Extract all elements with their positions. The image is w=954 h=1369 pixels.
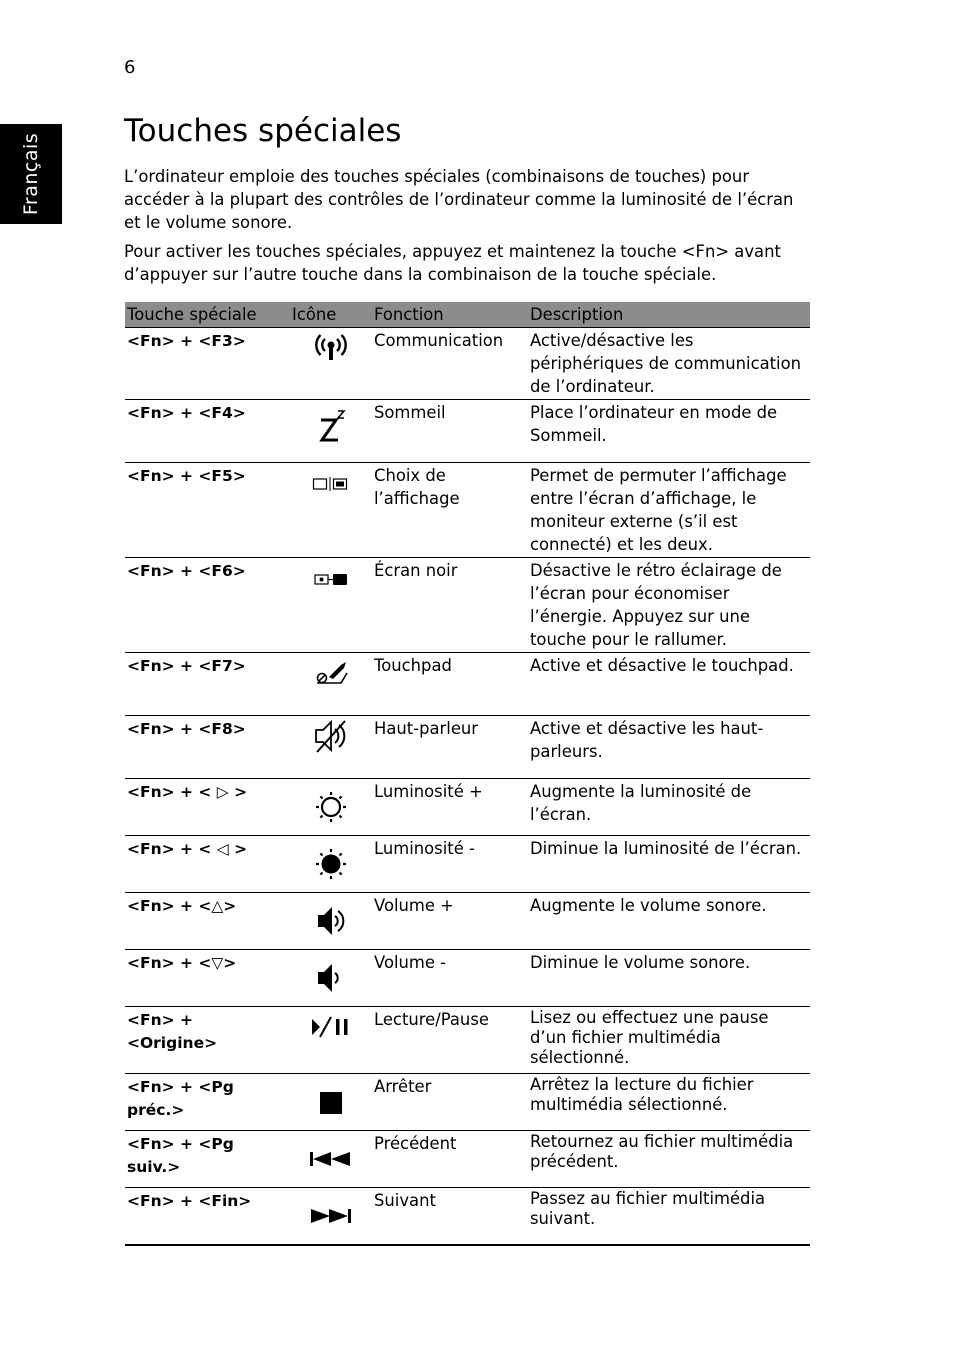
description-cell: Augmente le volume sonore. xyxy=(528,893,810,950)
hotkey-cell: <Fn> + <F4> xyxy=(125,400,290,463)
description-cell: Active et désactive le touchpad. xyxy=(528,653,810,716)
icon-cell xyxy=(290,836,372,893)
hotkeys-table xyxy=(125,302,810,1246)
icon-cell xyxy=(290,1131,372,1188)
play-pause-icon xyxy=(309,1007,353,1047)
header-description: Description xyxy=(528,302,810,328)
header-key: Touche spéciale xyxy=(125,302,290,328)
icon-cell xyxy=(290,893,372,950)
description-cell: Diminue la luminosité de l’écran. xyxy=(528,836,810,893)
table-row xyxy=(125,1131,810,1188)
description-cell: Arrêtez la lecture du fichier multimédia sélectionné. xyxy=(528,1074,810,1131)
hotkey-cell: <Fn> + < ▷ > xyxy=(125,779,290,836)
screen-blank-icon xyxy=(311,558,351,598)
language-tab xyxy=(0,124,62,224)
table-row xyxy=(125,950,810,1007)
previous-icon xyxy=(308,1131,354,1179)
description-cell: Diminue le volume sonore. xyxy=(528,950,810,1007)
stop-icon xyxy=(311,1074,351,1122)
icon-cell xyxy=(290,779,372,836)
hotkey-cell: <Fn> + <Origine> xyxy=(125,1007,290,1074)
hotkey-cell: <Fn> + <F3> xyxy=(125,328,290,400)
brightness-down-icon xyxy=(311,836,351,880)
description-cell: Place l’ordinateur en mode de Sommeil. xyxy=(528,400,810,463)
hotkey-cell: <Fn> + <Pg préc.> xyxy=(125,1074,290,1131)
description-cell: Active/désactive les périphériques de communication de l’ordinateur. xyxy=(528,328,810,400)
icon-cell xyxy=(290,653,372,716)
speaker-mute-icon xyxy=(311,716,351,756)
function-cell: Suivant xyxy=(372,1188,528,1245)
header-function: Fonction xyxy=(372,302,528,328)
table-row xyxy=(125,463,810,558)
hotkey-cell: <Fn> + <△> xyxy=(125,893,290,950)
icon-cell xyxy=(290,1074,372,1131)
function-cell: Haut-parleur xyxy=(372,716,528,779)
function-cell: Luminosité + xyxy=(372,779,528,836)
description-cell: Lisez ou effectuez une pause d’un fichier multimédia sélectionné. xyxy=(528,1007,810,1074)
icon-cell xyxy=(290,1007,372,1074)
description-cell: Désactive le rétro éclairage de l’écran pour économiser l’énergie. Appuyez sur une touche pour le rallumer. xyxy=(528,558,810,653)
instruction-paragraph: Pour activer les touches spéciales, appuyez et maintenez la touche <Fn> avant d’appuyer sur l’autre touche dans la combinaison de la touche spéciale. xyxy=(124,242,781,284)
language-tab-label: Français xyxy=(20,132,42,216)
wireless-icon xyxy=(311,328,351,368)
function-cell: Arrêter xyxy=(372,1074,528,1131)
volume-up-icon xyxy=(311,893,351,937)
hotkey-cell: <Fn> + <F6> xyxy=(125,558,290,653)
function-cell: Touchpad xyxy=(372,653,528,716)
function-cell: Précédent xyxy=(372,1131,528,1188)
function-cell: Écran noir xyxy=(372,558,528,653)
hotkey-cell: <Fn> + <Fin> xyxy=(125,1188,290,1245)
hotkey-cell: <Fn> + <▽> xyxy=(125,950,290,1007)
function-cell: Communication xyxy=(372,328,528,400)
icon-cell xyxy=(290,463,372,558)
icon-cell xyxy=(290,558,372,653)
brightness-up-icon xyxy=(311,779,351,823)
description-cell: Retournez au fichier multimédia précédent. xyxy=(528,1131,810,1188)
volume-down-icon xyxy=(311,950,351,994)
function-cell: Choix de l’affichage xyxy=(372,463,528,558)
table-row xyxy=(125,1007,810,1074)
table-header-row xyxy=(125,302,810,328)
function-cell: Sommeil xyxy=(372,400,528,463)
table-row xyxy=(125,653,810,716)
function-cell: Volume - xyxy=(372,950,528,1007)
icon-cell xyxy=(290,328,372,400)
description-cell: Passez au fichier multimédia suivant. xyxy=(528,1188,810,1245)
table-row xyxy=(125,400,810,463)
sleep-icon xyxy=(311,400,351,448)
function-cell: Volume + xyxy=(372,893,528,950)
table-row xyxy=(125,836,810,893)
table-row xyxy=(125,1188,810,1245)
hotkey-cell: <Fn> + <F8> xyxy=(125,716,290,779)
table-row xyxy=(125,779,810,836)
page-title: Touches spéciales xyxy=(124,113,402,149)
display-toggle-icon xyxy=(311,463,351,503)
header-icon: Icône xyxy=(290,302,372,328)
hotkey-cell: <Fn> + <F7> xyxy=(125,653,290,716)
table-row xyxy=(125,1074,810,1131)
intro-paragraph: L’ordinateur emploie des touches spéciales (combinaisons de touches) pour accéder à la plupart des contrôles de l’ordinateur comme la luminosité de l’écran et le volume sonore. xyxy=(124,167,794,232)
hotkey-cell: <Fn> + < ◁ > xyxy=(125,836,290,893)
table-row xyxy=(125,328,810,400)
hotkey-cell: <Fn> + <Pg suiv.> xyxy=(125,1131,290,1188)
table-row xyxy=(125,893,810,950)
next-icon xyxy=(308,1188,354,1236)
icon-cell xyxy=(290,400,372,463)
touchpad-icon xyxy=(311,653,351,693)
description-cell: Permet de permuter l’affichage entre l’écran d’affichage, le moniteur externe (s’il est connecté) et les deux. xyxy=(528,463,810,558)
function-cell: Luminosité - xyxy=(372,836,528,893)
description-cell: Augmente la luminosité de l’écran. xyxy=(528,779,810,836)
icon-cell xyxy=(290,716,372,779)
hotkey-cell: <Fn> + <F5> xyxy=(125,463,290,558)
icon-cell xyxy=(290,950,372,1007)
function-cell: Lecture/Pause xyxy=(372,1007,528,1074)
table-row xyxy=(125,558,810,653)
page-number: 6 xyxy=(124,57,136,78)
description-cell: Active et désactive les haut-parleurs. xyxy=(528,716,810,779)
icon-cell xyxy=(290,1188,372,1245)
table-row xyxy=(125,716,810,779)
